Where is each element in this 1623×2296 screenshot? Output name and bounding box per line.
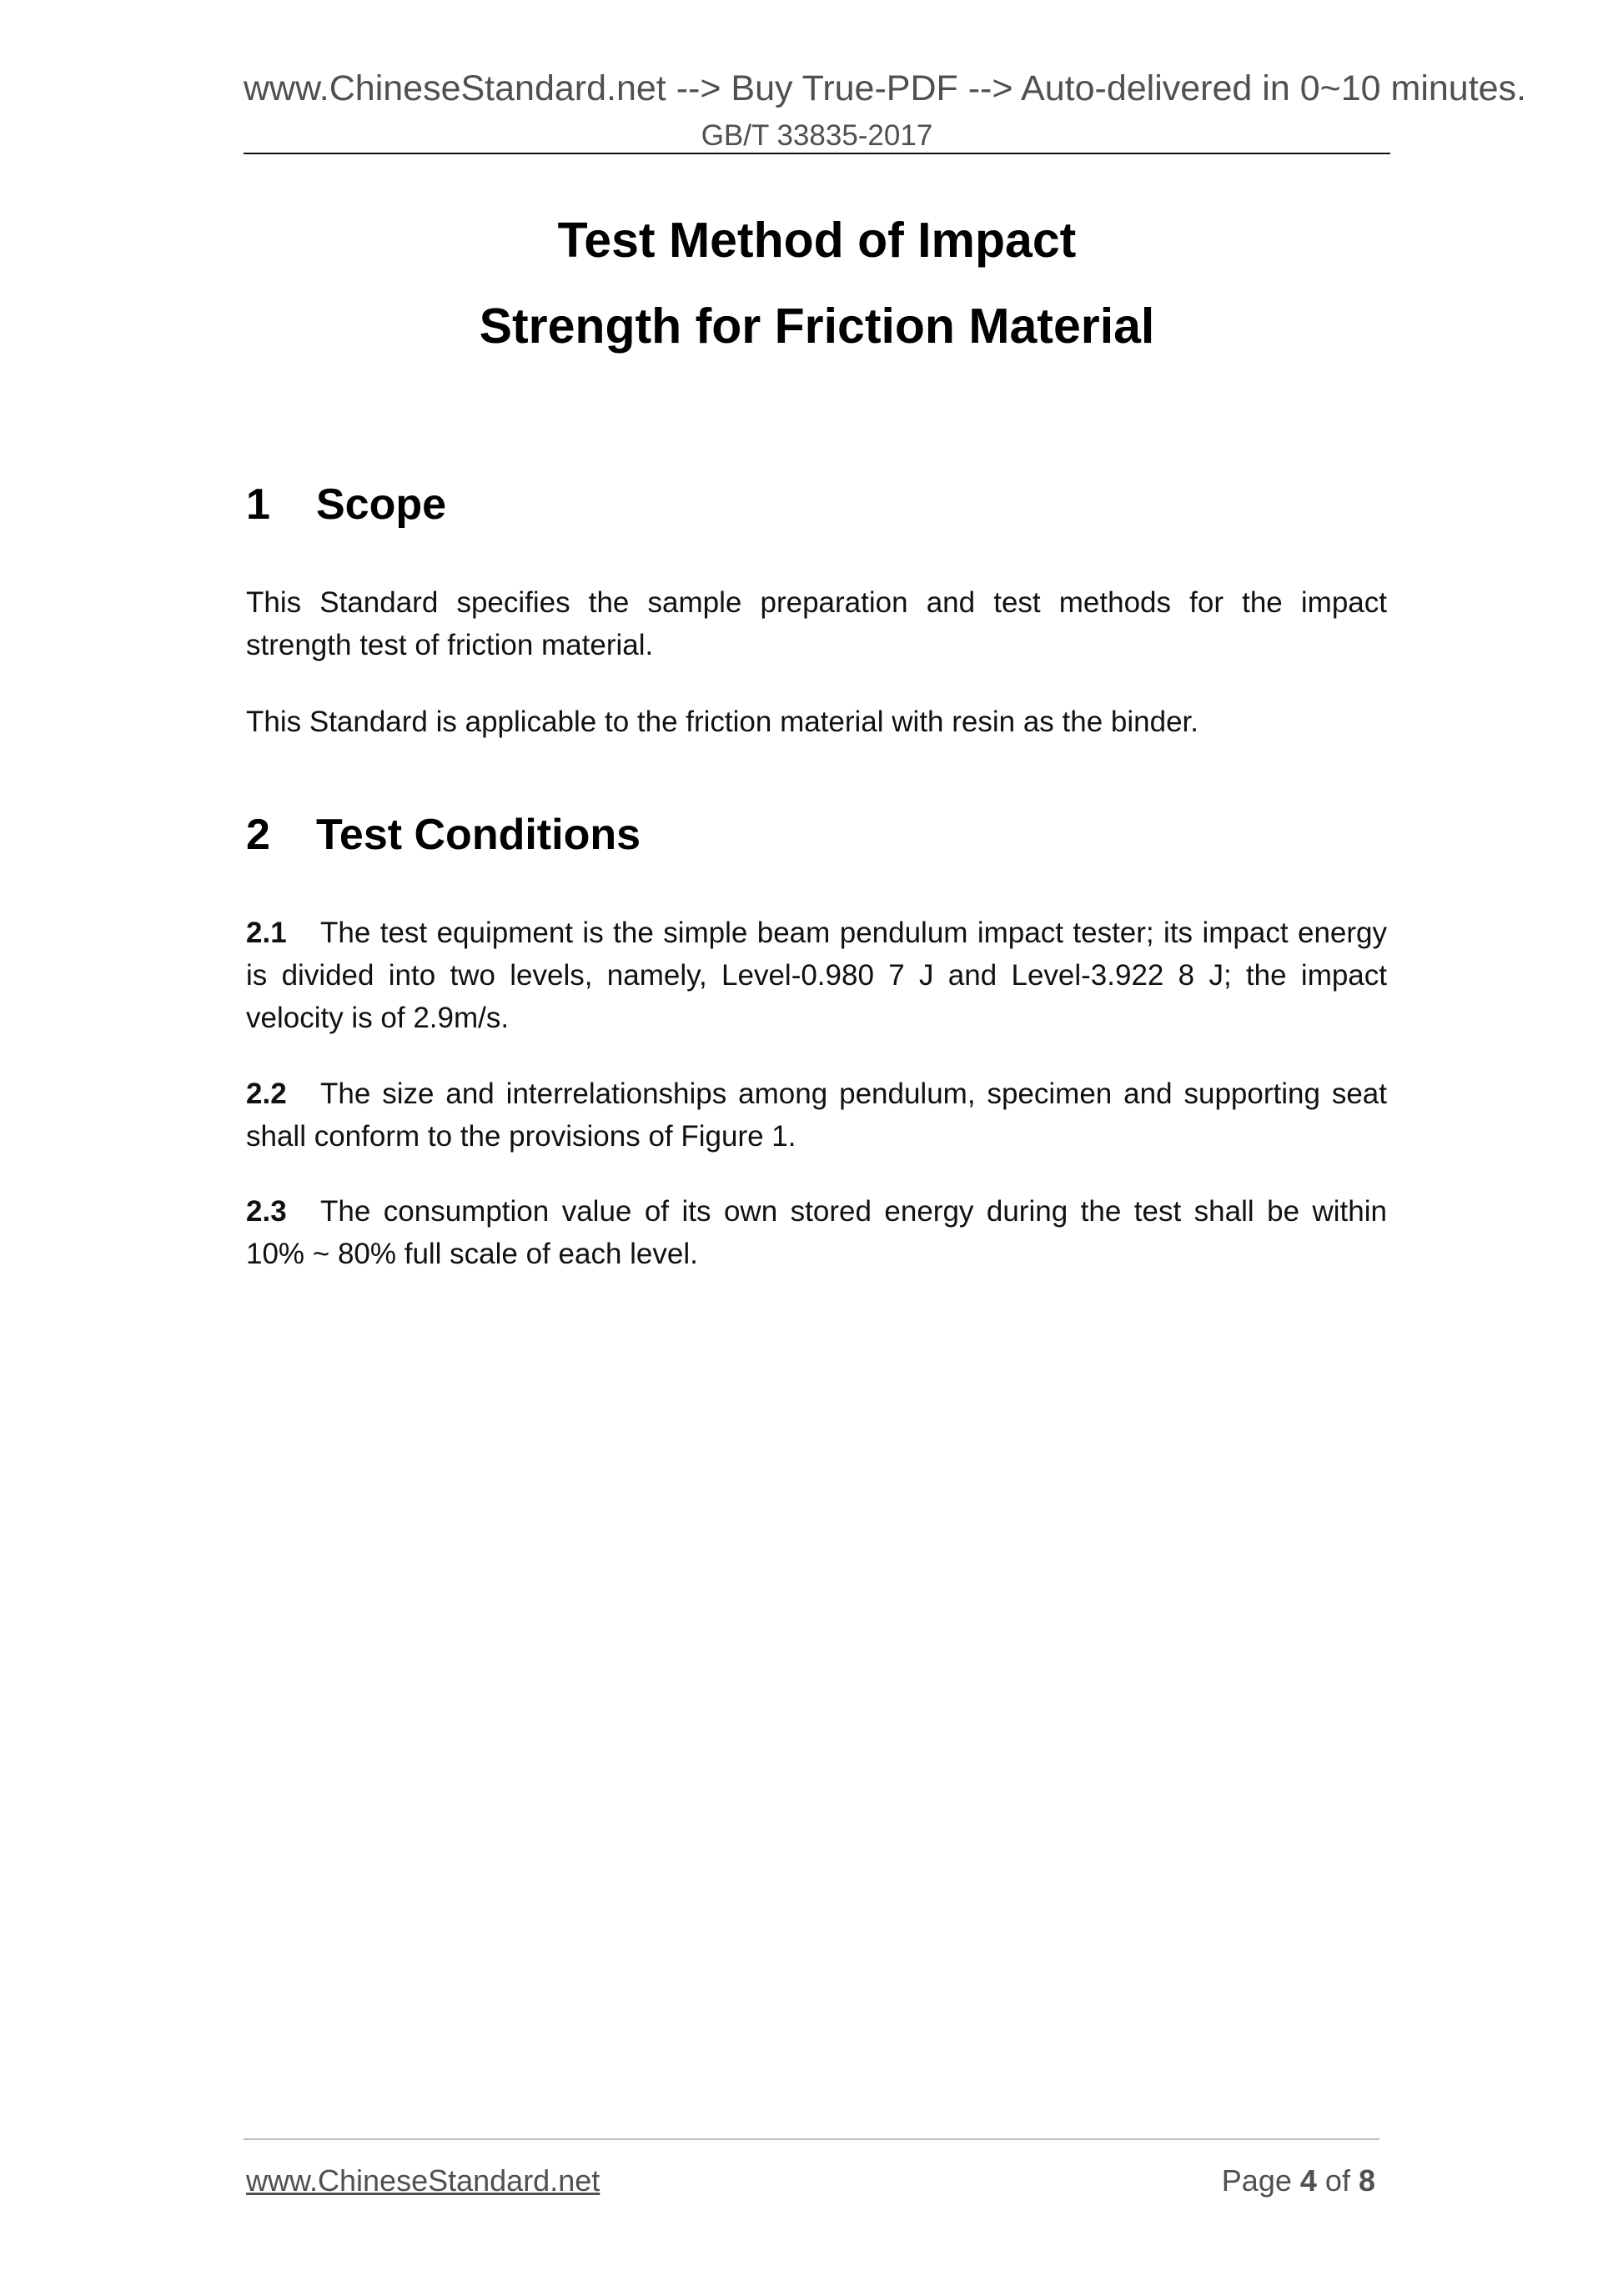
clause-text: The test equipment is the simple beam pendulum impact tester; its impact energy [320,917,1387,949]
section-title: Test Conditions [316,811,641,859]
page-of-label: of [1324,2163,1350,2198]
clause-line: velocity is of 2.9m/s. [246,1002,510,1034]
section-heading-scope [246,480,1387,530]
clause-line: is divided into two levels, namely, Level-0.980 7 J and Level-3.922 8 J; the impact [246,959,1387,992]
page-total: 8 [1358,2163,1375,2198]
clause-line: shall conform to the provisions of Figure 1. [246,1120,796,1153]
paragraph-line: strength test of friction material. [246,629,654,661]
header-banner: www.ChineseStandard.net --> Buy True-PDF --> Auto-delivered in 0~10 minutes. [244,68,1527,108]
paragraph-line: This Standard specifies the sample preparation and test methods for the impact [246,586,1387,619]
clause-number: 2.3 [246,1195,287,1228]
paragraph [246,701,1387,743]
footer-divider [244,2138,1379,2140]
footer-website-link[interactable]: www.ChineseStandard.net [246,2163,600,2198]
clause-number: 2.1 [246,917,287,949]
standard-code: GB/T 33835-2017 [701,119,933,152]
section-number: 2 [246,811,270,859]
clause-2-2 [246,1073,1387,1158]
clause-text: The consumption value of its own stored energy during the test shall be within [320,1195,1387,1228]
clause-line [246,1073,1387,1115]
header-divider [244,153,1390,154]
clause-2-3 [246,1190,1387,1275]
document-title [244,198,1390,369]
section-heading-test-conditions [246,810,1387,860]
title-line-1: Test Method of Impact [557,213,1077,268]
clause-line [246,1190,1387,1233]
clause-text: The size and interrelationships among pendulum, specimen and supporting seat [320,1078,1387,1110]
clause-number: 2.2 [246,1078,287,1110]
clause-line: 10% ~ 80% full scale of each level. [246,1238,698,1270]
paragraph-line: This Standard is applicable to the friction material with resin as the binder. [246,706,1198,738]
paragraph [246,581,1387,666]
page-current: 4 [1299,2163,1317,2198]
page-number [1222,2163,1375,2198]
section-title: Scope [316,480,447,529]
page-label: Page [1221,2163,1292,2198]
section-number: 1 [246,480,270,529]
title-line-2: Strength for Friction Material [479,299,1155,354]
clause-2-1 [246,912,1387,1039]
clause-line [246,912,1387,954]
